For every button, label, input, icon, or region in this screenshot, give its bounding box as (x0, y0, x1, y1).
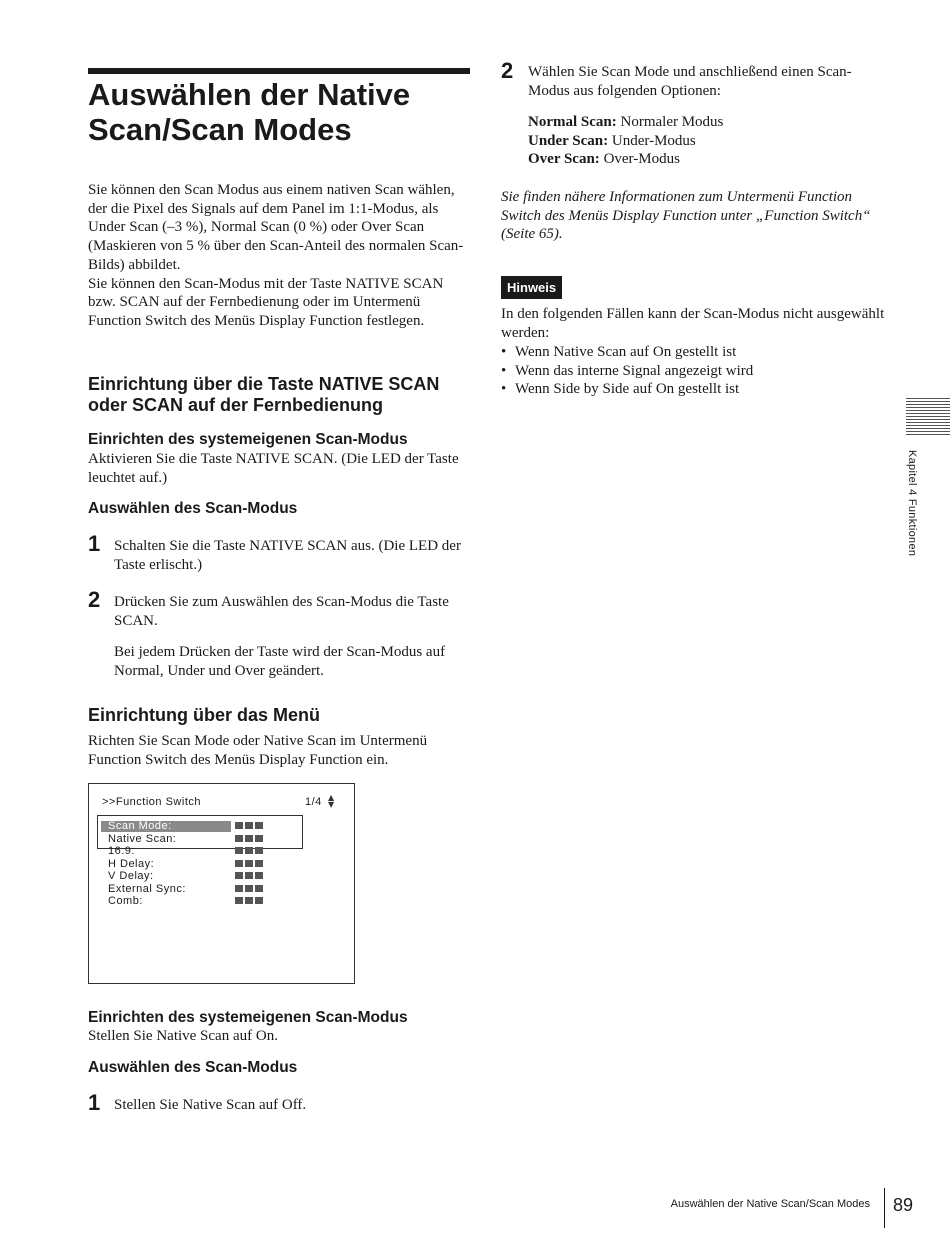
menu-item-label: 16:9: (108, 845, 135, 857)
up-down-arrows-icon: ▲ ▼ (328, 793, 335, 809)
step-number: 2 (88, 587, 101, 612)
menu-value-placeholder (235, 872, 263, 879)
step-text: Drücken Sie zum Auswählen des Scan-Modus die Taste SCAN. (114, 594, 449, 629)
menu-value-placeholder (235, 822, 263, 829)
scan-options (528, 113, 888, 169)
menu-item-label: Scan Mode: (108, 820, 172, 832)
step-number: 2 (501, 58, 514, 83)
chapter-tab-lines (906, 398, 950, 438)
title-rule (88, 68, 470, 74)
step-text: Wählen Sie Scan Mode und anschließend einen Scan-Modus aus folgenden Optionen: (528, 64, 852, 99)
section-heading-menu: Einrichtung über das Menü (88, 705, 321, 725)
menu-item-label: H Delay: (108, 857, 155, 870)
intro-paragraph-2: Sie können den Scan-Modus mit der Taste NATIVE SCAN bzw. SCAN auf der Fernbedienung oder im Untermenü Function Switch des Menüs Display Function festlegen. (88, 275, 444, 329)
subheading-native-scan: Einrichten des systemeigenen Scan-Modus (88, 1009, 408, 1026)
menu-item-label: Comb: (108, 895, 143, 907)
reference-note: Sie finden nähere Informationen zum Untermenü Function Switch des Menüs Display Function unter „Function Switch“ (Seite 65). (501, 189, 871, 243)
menu-value-placeholder (235, 885, 263, 892)
menu-value-placeholder (235, 860, 263, 867)
menu-value-placeholder (235, 847, 263, 854)
hint-badge: Hinweis (501, 276, 562, 299)
menu-header: >>Function Switch (102, 796, 201, 808)
option-over: Over Scan: Over-Modus (528, 151, 680, 168)
hint-list (501, 343, 888, 399)
subheading-native-scan: Einrichten des systemeigenen Scan-Modus (88, 431, 408, 448)
menu-items (108, 820, 348, 920)
list-item: • Wenn Native Scan auf On gestellt ist (501, 343, 888, 362)
step-number: 1 (88, 1090, 101, 1115)
option-normal: Normal Scan: Normaler Modus (528, 114, 724, 130)
intro-paragraph-1: Sie können den Scan Modus aus einem nativen Scan wählen, der die Pixel des Signals auf dem Panel im 1:1-Modus, als Under Scan (–3 %), Normal Scan (0 %) oder Over Scan (Maskieren von 5 % über den Scan-Anteil des normalen Scan-Bilds) abbildet. (88, 182, 464, 273)
section-heading-remote: Einrichtung über die Taste NATIVE SCAN oder SCAN auf der Fernbedienung (88, 374, 440, 415)
option-under: Under Scan: Under-Modus (528, 132, 696, 149)
menu-value-placeholder (235, 835, 263, 842)
subheading-select-mode: Auswählen des Scan-Modus (88, 1059, 298, 1076)
list-item: • Wenn das interne Signal angezeigt wird (501, 362, 888, 381)
footer-title: Auswählen der Native Scan/Scan Modes (670, 1198, 870, 1210)
subheading-select-mode: Auswählen des Scan-Modus (88, 500, 298, 517)
menu-value-placeholder (235, 897, 263, 904)
step-note: Bei jedem Drücken der Taste wird der Scan-Modus auf Normal, Under und Over geändert. (114, 644, 446, 679)
page-number: 89 (893, 1195, 914, 1215)
intro-text (88, 181, 470, 331)
step-text: Schalten Sie die Taste NATIVE SCAN aus. (Die LED der Taste erlischt.) (114, 538, 461, 573)
menu-item-label: Native Scan: (108, 832, 177, 845)
native-scan-text: Stellen Sie Native Scan auf On. (88, 1028, 278, 1044)
step-text: Stellen Sie Native Scan auf Off. (114, 1097, 307, 1113)
list-item: • Wenn Side by Side auf On gestellt ist (501, 380, 888, 399)
step-number: 1 (88, 531, 101, 556)
footer-divider (884, 1188, 885, 1228)
menu-section-text: Richten Sie Scan Mode oder Native Scan im Untermenü Function Switch des Menüs Display Function ein. (88, 733, 428, 768)
menu-item-label: External Sync: (108, 882, 186, 895)
native-scan-text: Aktivieren Sie die Taste NATIVE SCAN. (Die LED der Taste leuchtet auf.) (88, 451, 459, 486)
chapter-label: Kapitel 4 Funktionen (906, 450, 918, 557)
menu-page-indicator: 1/4 (305, 796, 322, 808)
page-title: Auswählen der Native Scan/Scan Modes (88, 77, 411, 147)
hint-text: In den folgenden Fällen kann der Scan-Modus nicht ausgewählt werden: (501, 306, 885, 341)
menu-screen (88, 783, 355, 984)
menu-item-label: V Delay: (108, 870, 154, 882)
